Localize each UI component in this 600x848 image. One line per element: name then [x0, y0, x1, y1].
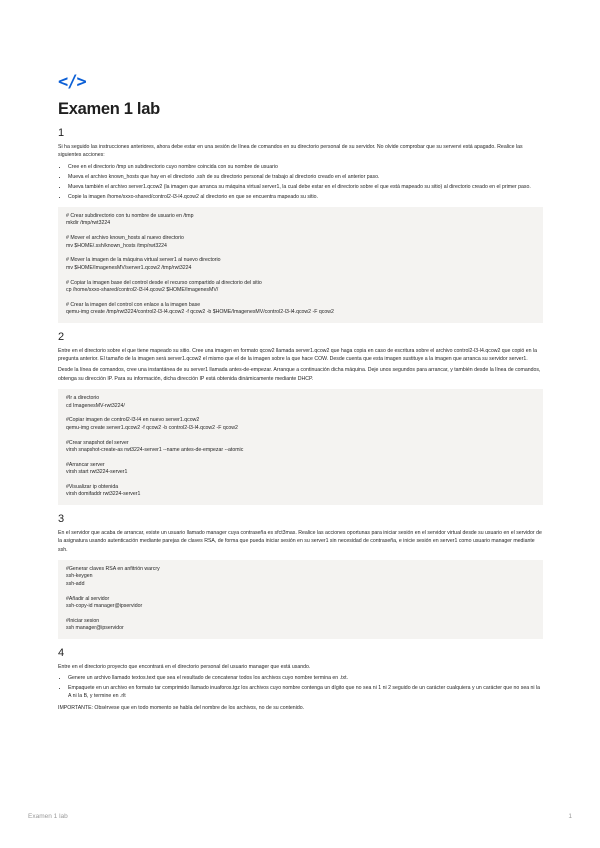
- page-number: 1: [568, 813, 572, 820]
- section-heading: 4: [58, 646, 65, 659]
- important-note: IMPORTANTE: Obsérvese que en todo momento se habla del nombre de los archivos, no de su contenido.: [58, 704, 305, 711]
- list-item: • Cree en el directorio /tmp un subdirectorio cuyo nombre coincida con su nombre de usuario: [68, 163, 543, 171]
- paragraph: En el servidor que acaba de arrancar, existe un usuario llamado manager cuya contraseña es sfct3mas. Realice las acciones oportunas para iniciar sesión en el servidor virtual desde su usuario en el servidor de la asignatura usando autenticación mediante parejas de claves RSA, de forma que pueda iniciar sesión en su server1 sin necesidad de contraseña, e inicie sesión en server1 como usuario manager mediante ssh.: [58, 529, 542, 553]
- code-line: ssh-copy-id manager@ipservidor: [66, 603, 143, 610]
- code-line: #Generar claves RSA en anfitrión warcry: [66, 566, 160, 573]
- code-line: # Mover el archivo known_hosts al nuevo directorio: [66, 235, 184, 242]
- list-item: • Empaquete en un archivo en formato tar comprimido llamado inuaforos.tgz los archivos cuyo nombre contenga un dígito que no sea ni 1 ni 2 seguido de un carácter cualquiera y un carácter que no sea ni la A ni la B, y termine en .rlt: [68, 684, 543, 701]
- code-line: #Añadir al servidor: [66, 595, 110, 602]
- bullet-list: [58, 163, 543, 201]
- section-intro: Entre en el directorio proyecto que encontrará en el directorio personal del usuario manager que está usando.: [58, 663, 311, 670]
- section-heading: 1: [58, 127, 65, 139]
- code-line: # Crear la imagen del control con enlace a la imagen base: [66, 301, 201, 308]
- code-line: mv $HOME/ImagenesMV/server1.qcow2 /tmp/rwt3224: [66, 264, 192, 271]
- section-heading: 3: [58, 512, 65, 525]
- code-block: [58, 389, 543, 505]
- code-gap: [66, 610, 535, 617]
- code-gap: [66, 454, 535, 461]
- code-line: # Crear subdirectorio con tu nombre de usuario en /tmp: [66, 212, 194, 219]
- code-block: [58, 560, 543, 639]
- code-icon: </>: [58, 72, 86, 92]
- section-intro: Si ha seguido las instrucciones anteriores, ahora debe estar en una sesión de línea de comandos en su directorio personal de su servidor. No olvide comprobar que su servervi está apagado. Realice las siguientes acciones:: [58, 144, 523, 159]
- list-item: • Genere un archivo llamado textos.text que sea el resultado de concatenar todos los archivos cuyo nombre termina en .txt.: [68, 674, 543, 682]
- code-line: cp /home/sxxo-shared/control2-l3-l4.qcow2 $HOME/ImagenesMV/: [66, 286, 219, 293]
- list-item: • Mueva también el archivo server1.qcow2 (la imagen que arranca su máquina virtual server1, la cual debe estar en el directorio sobre el que está mapeado su sitio) al directorio creado en el primer paso.: [68, 183, 543, 191]
- code-line: qemu-img create /tmp/rwt3224/control2-l3-l4.qcow2 -f qcow2 -b $HOME/ImagenesMV/control2-l3-l4.qcow2 -F qcow2: [66, 309, 334, 316]
- list-item: • Mueva el archivo known_hosts que hay en el directorio .ssh de su directorio personal de trabajo al directorio creado en el anterior paso.: [68, 173, 543, 181]
- code-line: #Visualizar ip obtenida: [66, 484, 119, 490]
- bullet-list: [58, 674, 543, 701]
- code-line: ssh-keygen: [66, 573, 93, 580]
- code-line: virsh snapshot-create-as rwt3224-server1 --name antes-de-empezar --atomic: [66, 447, 244, 453]
- code-line: virsh start rwt3224-server1: [66, 469, 128, 476]
- footer-title: Examen 1 lab: [28, 813, 68, 820]
- section-heading: 2: [58, 330, 65, 343]
- code-line: mkdir /tmp/rwt3224: [66, 220, 111, 227]
- code-line: virsh domifaddr rwt3224-server1: [66, 491, 141, 498]
- code-line: ssh-add: [66, 580, 85, 587]
- code-line: cd ImagenesMV-rwt3224/: [66, 402, 125, 409]
- list-item: • Copie la imagen /home/sxxo-shared/control2-l3-l4.qcow2 al directorio en que se encuentra mapeado su sitio.: [68, 193, 543, 201]
- page-title: Examen 1 lab: [58, 100, 160, 118]
- code-line: #Copiar imagen de control2-l3-l4 en nuevo server1.qcow2: [66, 417, 200, 424]
- code-gap: [66, 294, 535, 301]
- code-line: qemu-img create server1.qcow2 -f qcow2 -b control2-l3-l4.qcow2 -F qcow2: [66, 424, 238, 431]
- code-gap: [66, 477, 535, 484]
- code-block: [58, 207, 543, 323]
- code-line: #Arrancar server: [66, 461, 105, 468]
- code-line: #Iniciar sesion: [66, 617, 100, 624]
- code-line: mv $HOME/.ssh/known_hosts /tmp/rwt3224: [66, 242, 167, 249]
- paragraph: Desde la línea de comandos, cree una instantánea de su server1 llamada antes-de-empezar. Arranque a continuación dicha máquina. Deje unos segundos para arrancar, y también desde la línea de comandos, obtenga su dirección IP. Para su información, dicha dirección IP está obtenida dinámicamente mediante DHCP.: [58, 367, 541, 382]
- code-gap: [66, 272, 535, 279]
- code-line: #Ir a directorio: [66, 395, 100, 402]
- code-line: #Crear snapshot del server: [66, 439, 129, 446]
- code-gap: [66, 432, 535, 439]
- paragraph: Entre en el directorio sobre el que tiene mapeado su sitio. Cree una imagen en formato qcow2 llamada server1.qcow2 que haga copia en caso de escritura sobre el archivo control2-l3-l4.qcow2 que copió en la pregunta anterior. El tamaño de la imagen será server1.qcow2 el mismo que el de la imagen sobre la que hace COW. Desde cuenta que esta imagen sustituye a la imagen que arranca su servidor server1.: [58, 347, 537, 362]
- document-page: [58, 72, 543, 715]
- code-gap: [66, 410, 535, 417]
- page-footer: [28, 813, 572, 820]
- code-line: ssh manager@ipservidor: [66, 625, 124, 632]
- code-gap: [66, 250, 535, 257]
- code-gap: [66, 228, 535, 235]
- code-line: # Mover la imagen de la máquina virtual server1 al nuevo directorio: [66, 257, 221, 264]
- code-line: # Copiar la imagen base del control desde el recurso compartido al directorio del sitio: [66, 279, 262, 286]
- code-gap: [66, 588, 535, 595]
